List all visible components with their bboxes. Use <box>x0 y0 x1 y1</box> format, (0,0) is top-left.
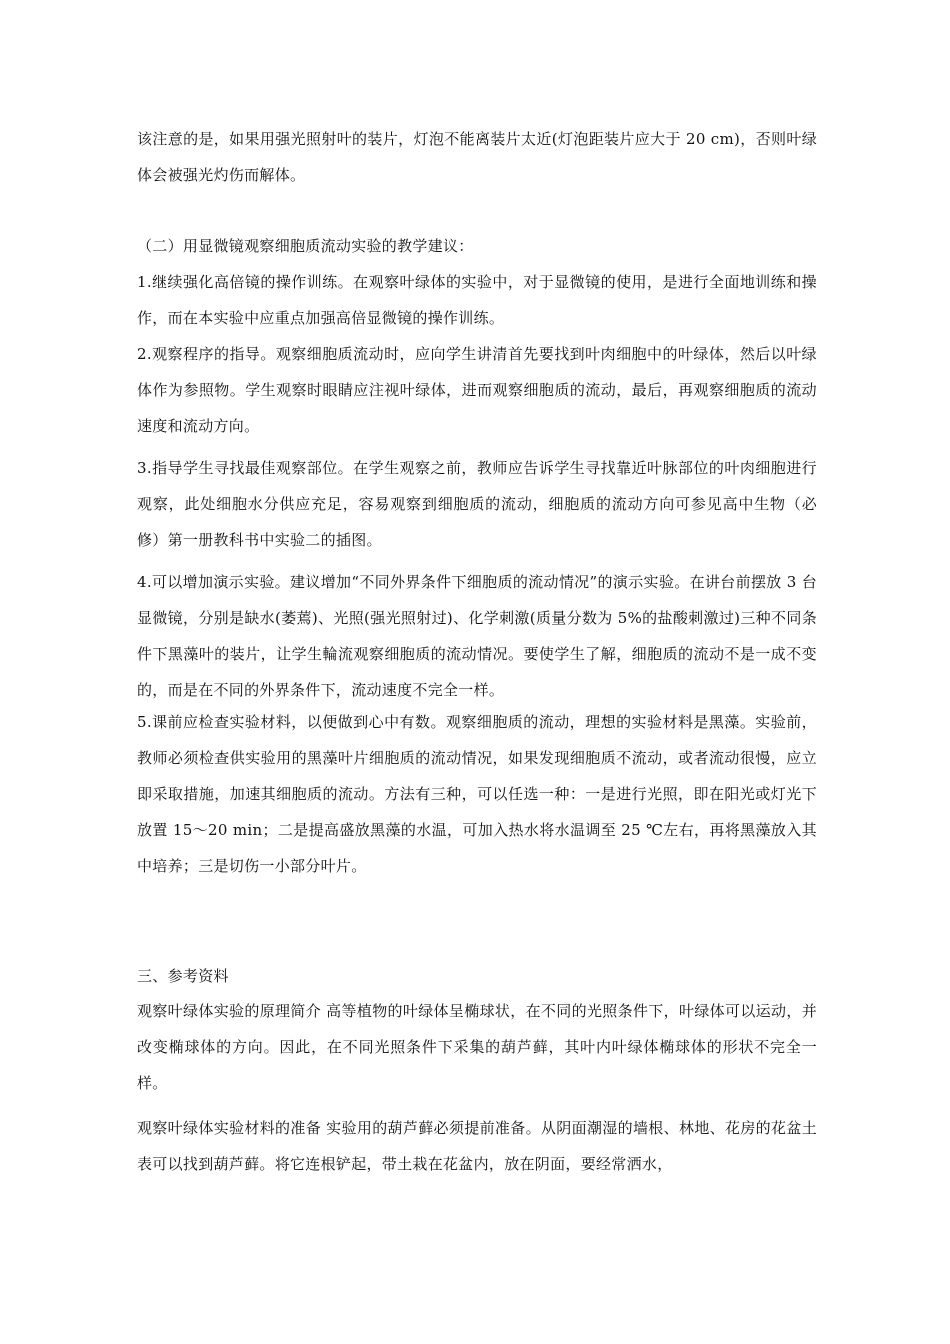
section-heading-references: 三、参考资料 <box>137 967 229 985</box>
paragraph-suggestion-1: 1.继续强化高倍镜的操作训练。在观察叶绿体的实验中，对于显微镜的使用，是进行全面地训练和操作，而在本实验中应重点加强高倍显微镜的操作训练。 <box>137 273 817 327</box>
paragraph-reference-principle: 观察叶绿体实验的原理简介 高等植物的叶绿体呈椭球状，在不同的光照条件下，叶绿体可以运动，并改变椭球体的方向。因此，在不同光照条件下采集的葫芦藓，其叶内叶绿体椭球体的形状不完全一样。 <box>137 1002 817 1092</box>
paragraph-suggestion-5: 5.课前应检查实验材料，以便做到心中有数。观察细胞质的流动，理想的实验材料是黑藻。实验前，教师必须检查供实验用的黑藻叶片细胞质的流动情况，如果发现细胞质不流动，或者流动很慢，应立即采取措施，加速其细胞质的流动。方法有三种，可以任选一种：一是进行光照，即在阳光或灯光下放置 15～20 min；二是提高盛放黑藻的水温，可加入热水将水温调至 25 ℃左右，再将黑藻放入其中培养；三是切伤一小部分叶片。 <box>137 713 817 875</box>
paragraph-suggestion-3: 3.指导学生寻找最佳观察部位。在学生观察之前，教师应告诉学生寻找靠近叶脉部位的叶肉细胞进行观察，此处细胞水分供应充足，容易观察到细胞质的流动，细胞质的流动方向可参见高中生物（必修）第一册教科书中实验二的插图。 <box>137 459 817 549</box>
paragraph-chloroplast-warning: 该注意的是，如果用强光照射叶的装片，灯泡不能离装片太近(灯泡距装片应大于 20 cm)，否则叶绿体会被强光灼伤而解体。 <box>137 130 817 184</box>
paragraph-reference-material: 观察叶绿体实验材料的准备 实验用的葫芦藓必须提前准备。从阴面潮湿的墙根、林地、花房的花盆土表可以找到葫芦藓。将它连根铲起，带土栽在花盆内，放在阴面，要经常洒水， <box>137 1119 817 1173</box>
paragraph-suggestion-4: 4.可以增加演示实验。建议增加“不同外界条件下细胞质的流动情况”的演示实验。在讲台前摆放 3 台显微镜，分别是缺水(萎蔫)、光照(强光照射过)、化学刺激(质量分数为 5%的盐酸刺激过)三种不同条件下黑藻叶的装片，让学生輪流观察细胞质的流动情况。要使学生了解，细胞质的流动不是一成不变的，而是在不同的外界条件下，流动速度不完全一样。 <box>137 573 817 699</box>
paragraph-suggestion-2: 2.观察程序的指导。观察细胞质流动时，应向学生讲清首先要找到叶肉细胞中的叶绿体，然后以叶绿体作为参照物。学生观察时眼睛应注视叶绿体，进而观察细胞质的流动，最后，再观察细胞质的流动速度和流动方向。 <box>137 345 817 435</box>
section-heading-cytoplasm-flow: （二）用显微镜观察细胞质流动实验的教学建议： <box>137 237 474 255</box>
